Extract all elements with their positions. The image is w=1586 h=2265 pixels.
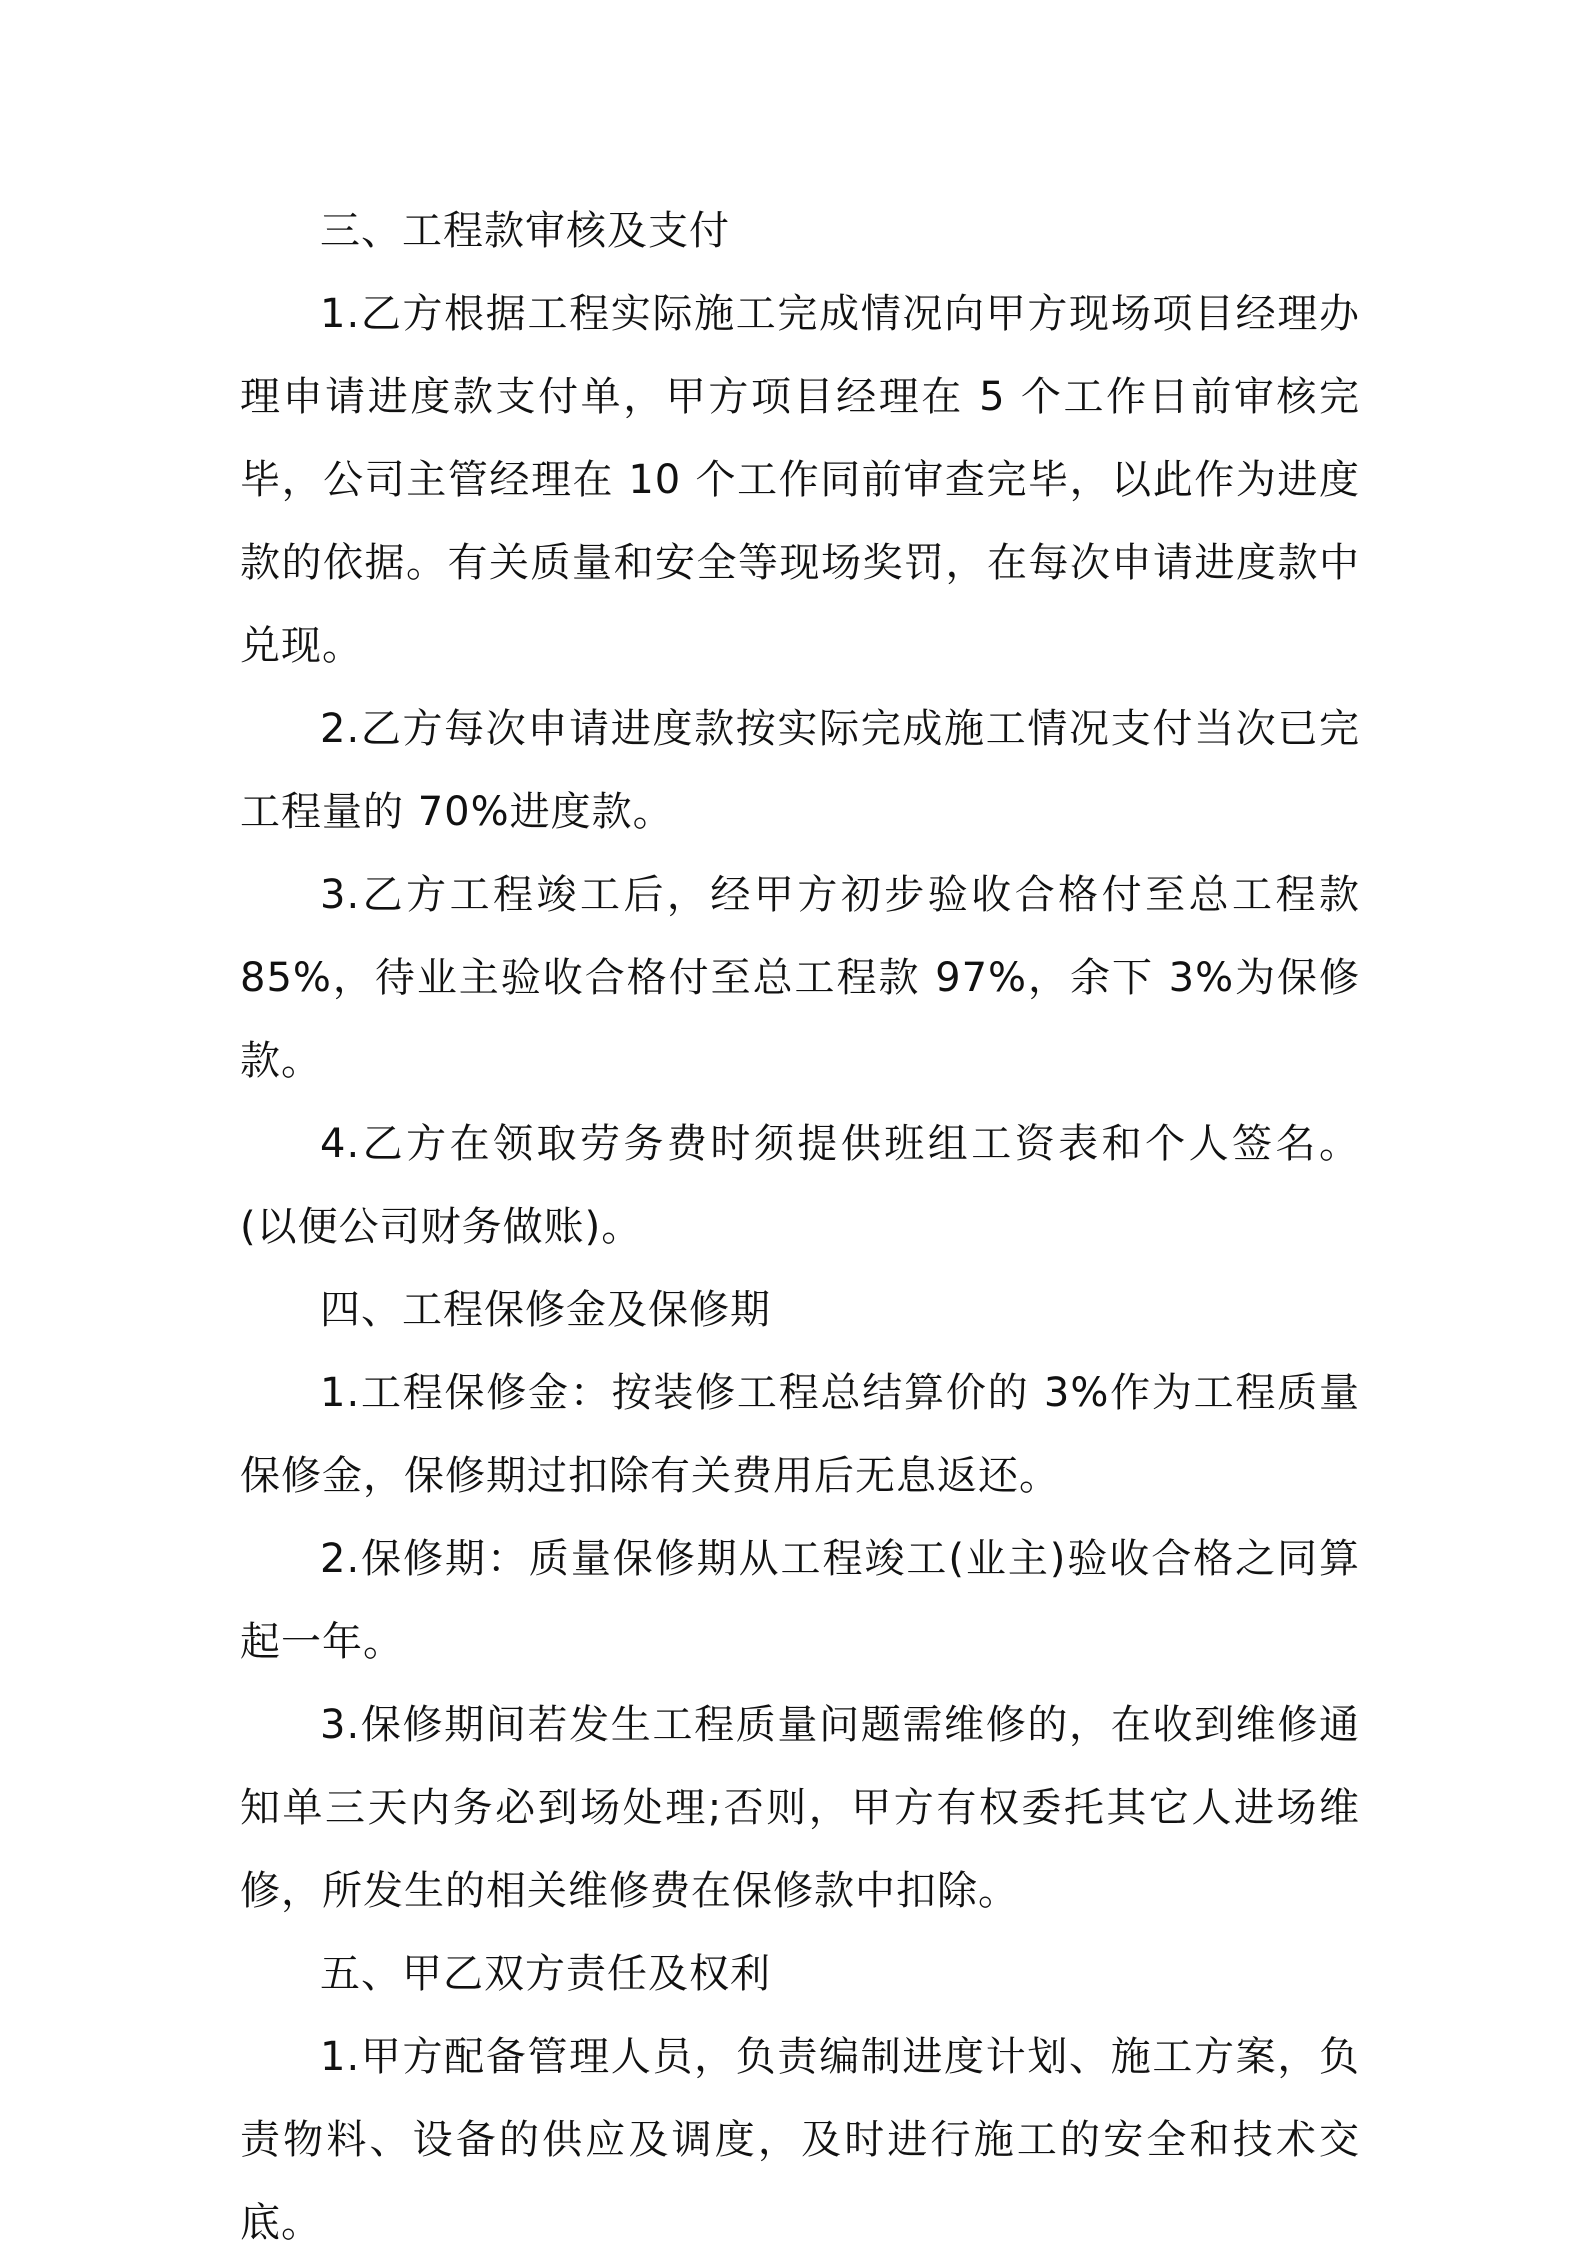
section-heading-5: 五、甲乙双方责任及权利 [320, 1951, 771, 1997]
section-heading-3: 三、工程款审核及支付 [320, 208, 730, 254]
paragraph-3-1: 1.乙方根据工程实际施工完成情况向甲方现场项目经理办理申请进度款支付单，甲方项目经理在 5 个工作日前审核完毕，公司主管经理在 10 个工作同前审查完毕，以此作为进度款的依据。有关质量和安全等现场奖罚，在每次申请进度款中兑现。 [240, 291, 1360, 669]
section-heading-4: 四、工程保修金及保修期 [320, 1287, 771, 1333]
paragraph-3-2: 2.乙方每次申请进度款按实际完成施工情况支付当次已完工程量的 70%进度款。 [240, 706, 1360, 835]
paragraph-3-4: 4.乙方在领取劳务费时须提供班组工资表和个人签名。(以便公司财务做账)。 [240, 1121, 1360, 1250]
document-body [240, 190, 1360, 2265]
paragraph-5-1: 1.甲方配备管理人员，负责编制进度计划、施工方案，负责物料、设备的供应及调度，及时进行施工的安全和技术交底。 [240, 2034, 1360, 2246]
paragraph-3-3: 3.乙方工程竣工后，经甲方初步验收合格付至总工程款 85%，待业主验收合格付至总工程款 97%，余下 3%为保修款。 [240, 872, 1360, 1084]
paragraph-4-1: 1.工程保修金：按装修工程总结算价的 3%作为工程质量保修金，保修期过扣除有关费用后无息返还。 [240, 1370, 1360, 1499]
paragraph-4-2: 2.保修期：质量保修期从工程竣工(业主)验收合格之同算起一年。 [240, 1536, 1360, 1665]
paragraph-4-3: 3.保修期间若发生工程质量问题需维修的，在收到维修通知单三天内务必到场处理;否则，甲方有权委托其它人进场维修，所发生的相关维修费在保修款中扣除。 [240, 1702, 1360, 1914]
